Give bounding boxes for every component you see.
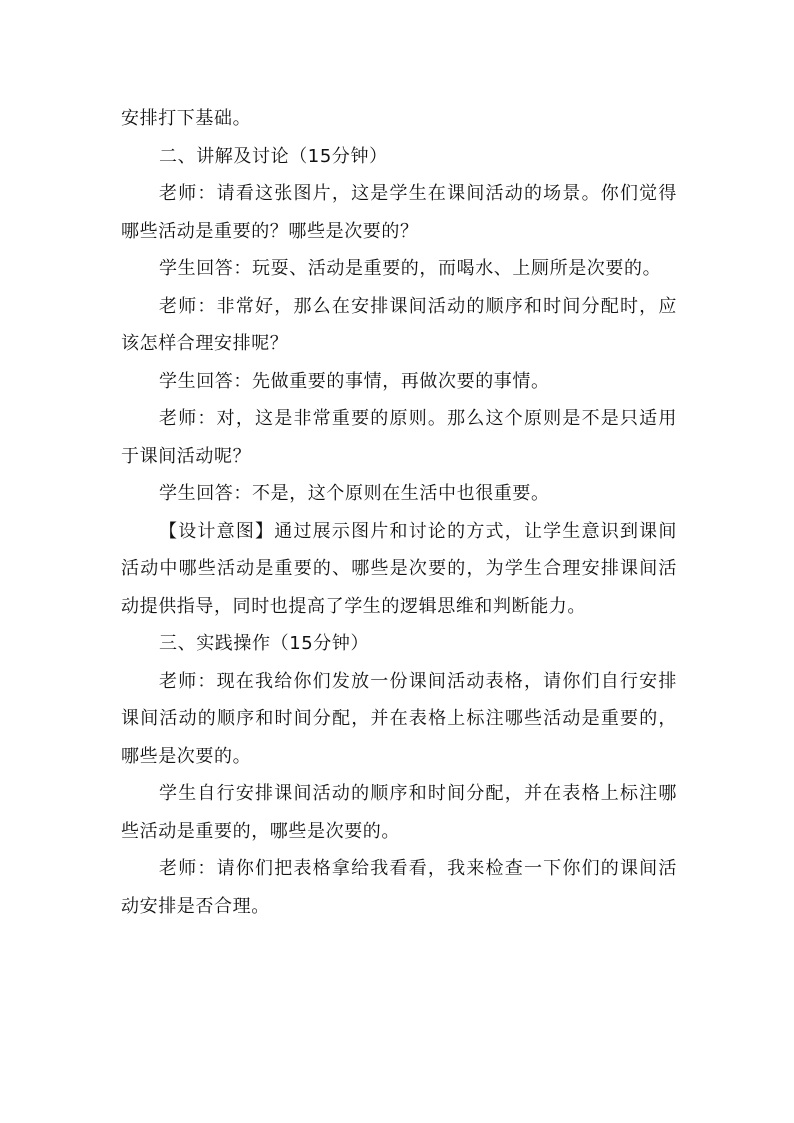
paragraph-design-intent: 【设计意图】通过展示图片和讨论的方式，让学生意识到课间活动中哪些活动是重要的、哪些是次要的，为学生合理安排课间活动提供指导，同时也提高了学生的逻辑思维和判断能力。 [121, 520, 677, 617]
paragraph-student-answer: 学生回答：先做重要的事情，再做次要的事情。 [159, 370, 550, 392]
paragraph-teacher-check: 老师：请你们把表格拿给我看看，我来检查一下你们的课间活动安排是否合理。 [121, 858, 677, 917]
document-body [121, 100, 677, 925]
paragraph-student-activity: 学生自行安排课间活动的顺序和时间分配，并在表格上标注哪些活动是重要的，哪些是次要的。 [121, 783, 677, 842]
section-heading-practice: 三、实践操作（15分钟） [159, 633, 370, 654]
paragraph-teacher-followup: 老师：非常好，那么在安排课间活动的顺序和时间分配时，应该怎样合理安排呢？ [121, 295, 677, 354]
paragraph-teacher-question: 老师：请看这张图片，这是学生在课间活动的场景。你们觉得哪些活动是重要的？哪些是次要的？ [121, 183, 677, 242]
section-heading-discussion: 二、讲解及讨论（15分钟） [159, 145, 388, 167]
paragraph-teacher-instructions: 老师：现在我给你们发放一份课间活动表格，请你们自行安排课间活动的顺序和时间分配，并在表格上标注哪些活动是重要的，哪些是次要的。 [121, 670, 677, 767]
paragraph-continuation: 安排打下基础。 [121, 108, 252, 129]
paragraph-teacher-principle: 老师：对，这是非常重要的原则。那么这个原则是不是只适用于课间活动呢？ [121, 408, 677, 467]
paragraph-student-answer: 学生回答：玩耍、活动是重要的，而喝水、上厕所是次要的。 [159, 258, 662, 279]
paragraph-student-answer: 学生回答：不是，这个原则在生活中也很重要。 [159, 483, 550, 504]
